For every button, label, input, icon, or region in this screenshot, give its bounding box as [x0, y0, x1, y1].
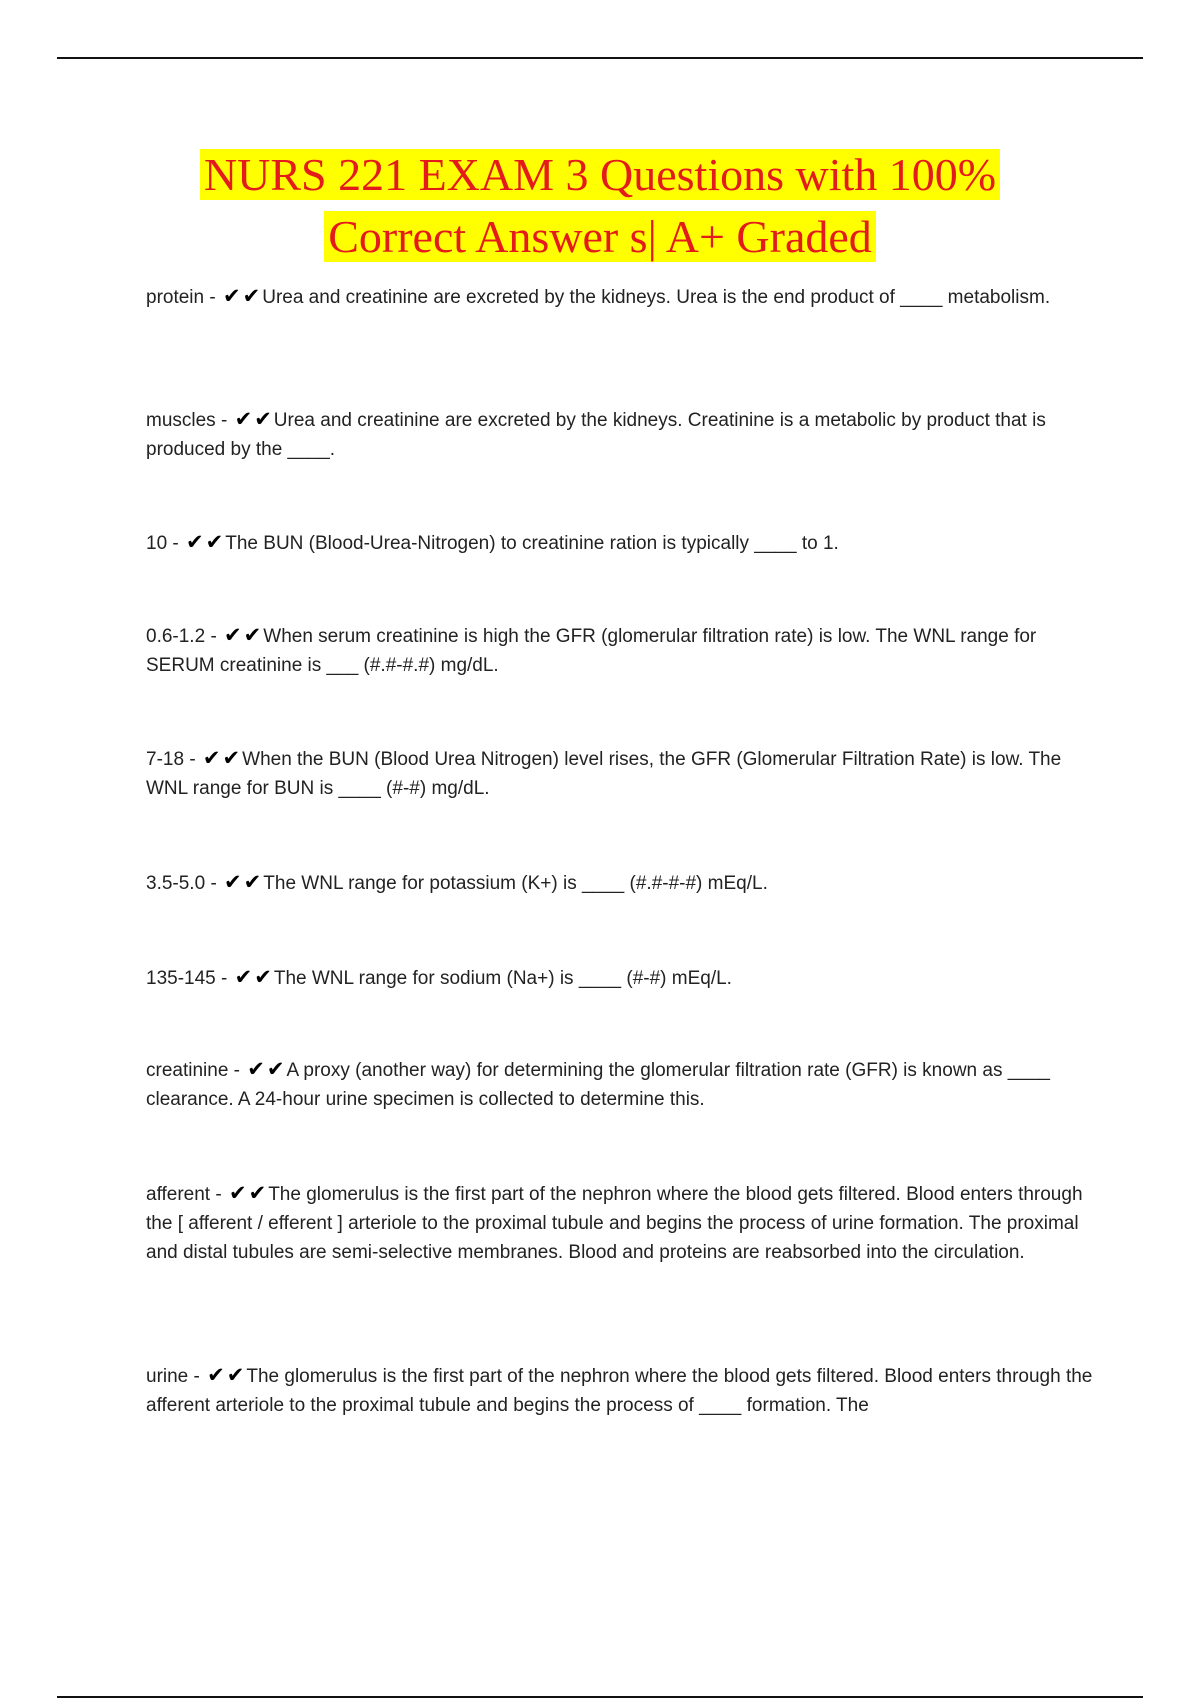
check-icon: ✔ — [224, 624, 242, 647]
check-icon: ✔ — [228, 1182, 247, 1205]
separator: - — [215, 1184, 222, 1205]
separator: - — [221, 968, 228, 989]
qa-item — [146, 1362, 1096, 1420]
check-icon: ✔ — [247, 1058, 265, 1081]
title-line-2: Correct Answer s| A+ Graded — [324, 211, 876, 262]
question-text: When serum creatinine is high the GFR (glomerular filtration rate) is low. The WNL range for SERUM creatinine is ___ (#.#-#.#) mg/dL. — [146, 626, 1037, 676]
check-icon: ✔ — [207, 1364, 225, 1387]
question-text: The BUN (Blood-Urea-Nitrogen) to creatinine ration is typically ____ to 1. — [225, 533, 839, 554]
question-text: Urea and creatinine are excreted by the kidneys. Urea is the end product of ____ metabolism. — [262, 287, 1051, 308]
check-icon: ✔ — [242, 285, 261, 308]
question-text: The glomerulus is the first part of the nephron where the blood gets filtered. Blood enters through the afferent arteriole to the proximal tubule and begins the process of ____ formation. The — [146, 1366, 1093, 1416]
question-text: When the BUN (Blood Urea Nitrogen) level rises, the GFR (Glomerular Filtration Rate) is low. The WNL range for BUN is ____ (#-#) mg/dL. — [146, 749, 1062, 799]
answer-text: afferent — [146, 1184, 211, 1205]
check-icon: ✔ — [266, 1058, 285, 1081]
answer-text: 7-18 — [146, 749, 185, 770]
document-title — [0, 144, 1200, 268]
check-icon: ✔ — [243, 624, 262, 647]
question-text: Urea and creatinine are excreted by the kidneys. Creatinine is a metabolic by product that is produced by the ____. — [146, 410, 1046, 460]
check-icon: ✔ — [248, 1182, 267, 1205]
qa-item — [146, 1180, 1096, 1267]
qa-item — [146, 406, 1096, 464]
answer-text: creatinine — [146, 1060, 229, 1081]
top-rule — [57, 57, 1143, 59]
question-text: The WNL range for potassium (K+) is ____ (#.#-#-#) mEq/L. — [263, 873, 768, 894]
question-text: The WNL range for sodium (Na+) is ____ (#-#) mEq/L. — [273, 968, 732, 989]
check-icon: ✔ — [222, 747, 241, 770]
check-icon: ✔ — [202, 747, 221, 770]
check-icon: ✔ — [254, 966, 272, 989]
answer-text: protein — [146, 287, 205, 308]
separator: - — [233, 1060, 240, 1081]
answer-text: 10 — [146, 533, 168, 554]
check-icon: ✔ — [226, 1364, 245, 1387]
qa-item — [146, 283, 1096, 312]
separator: - — [193, 1366, 200, 1387]
title-line-1: NURS 221 EXAM 3 Questions with 100% — [200, 149, 1000, 200]
qa-item — [146, 745, 1096, 803]
check-icon: ✔ — [234, 408, 253, 431]
answer-text: urine — [146, 1366, 189, 1387]
check-icon: ✔ — [186, 531, 204, 554]
separator: - — [189, 749, 196, 770]
check-icon: ✔ — [254, 408, 272, 431]
qa-item — [146, 1056, 1096, 1114]
separator: - — [210, 873, 217, 894]
question-text: The glomerulus is the first part of the nephron where the blood gets filtered. Blood enters through the [ afferent / efferent ] arteriole to the proximal tubule and begins the process of urine formation. The proximal and distal tubules are semi-selective membranes. Blood and proteins are reabsorbed into the circulation. — [146, 1184, 1083, 1263]
answer-text: 0.6-1.2 — [146, 626, 206, 647]
qa-item — [146, 869, 1096, 898]
check-icon: ✔ — [223, 285, 241, 308]
separator: - — [209, 287, 216, 308]
answer-text: muscles — [146, 410, 216, 431]
qa-item — [146, 622, 1096, 680]
separator: - — [210, 626, 217, 647]
separator: - — [172, 533, 179, 554]
answer-text: 135-145 — [146, 968, 216, 989]
check-icon: ✔ — [243, 871, 262, 894]
answer-text: 3.5-5.0 — [146, 873, 206, 894]
check-icon: ✔ — [224, 871, 242, 894]
question-text: A proxy (another way) for determining the glomerular filtration rate (GFR) is known as ____ clearance. A 24-hour urine specimen is collected to determine this. — [146, 1060, 1050, 1110]
check-icon: ✔ — [205, 531, 224, 554]
check-icon: ✔ — [234, 966, 253, 989]
qa-item — [146, 964, 1096, 993]
qa-item — [146, 529, 1096, 558]
separator: - — [220, 410, 228, 431]
bottom-rule — [57, 1696, 1143, 1698]
